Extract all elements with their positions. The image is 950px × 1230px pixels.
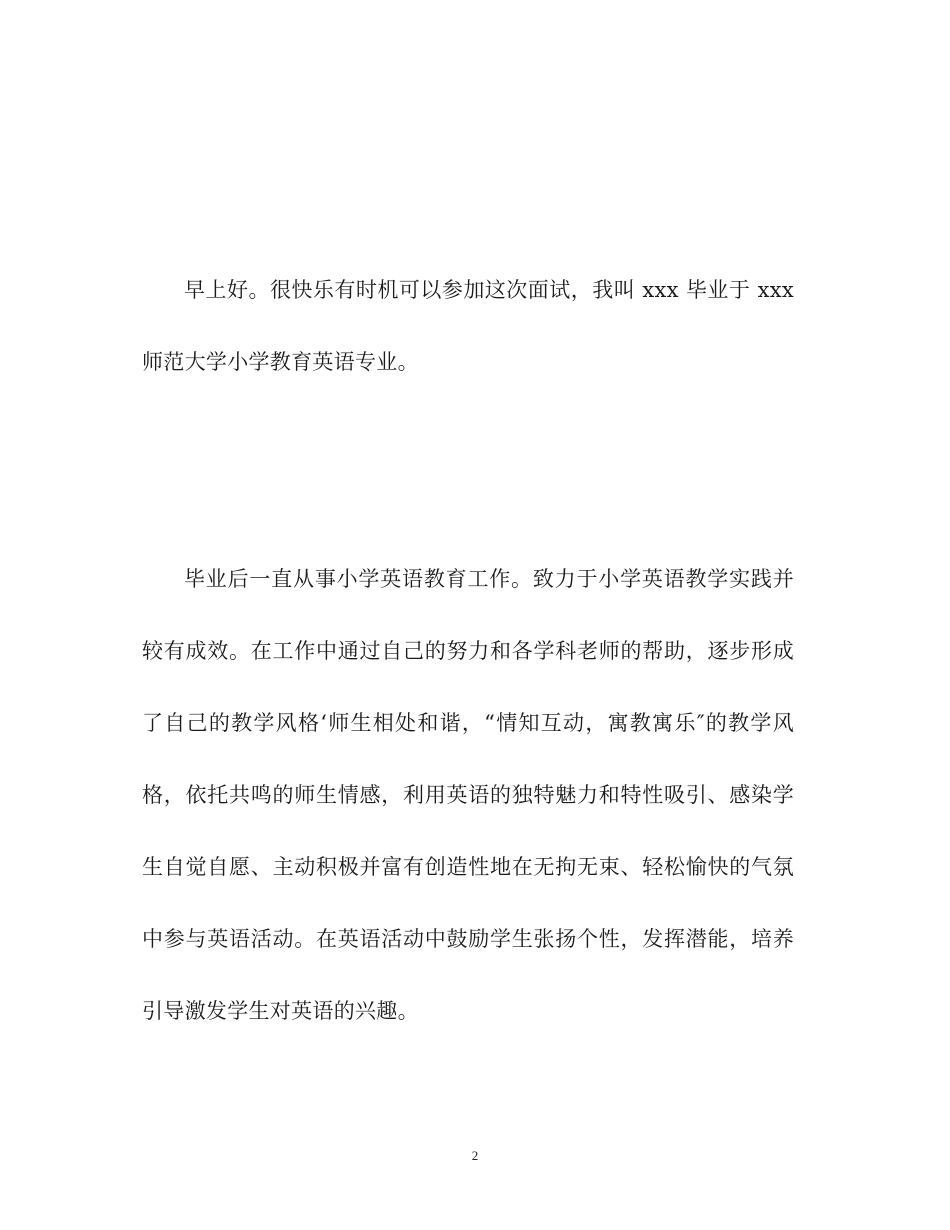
paragraph-teaching-experience: 毕业后一直从事小学英语教育工作。致力于小学英语教学实践并较有成效。在工作中通过自己的努力和各学科老师的帮助，逐步形成了自己的教学风格‘师生相处和谐，“情知互动，寓教寓乐″的教学风格，依托共鸣的师生情感，利用英语的独特魅力和特性吸引、感染学生自觉自愿、主动积极并富有创造性地在无拘无束、轻松愉快的气氛中参与英语活动。在英语活动中鼓励学生张扬个性，发挥潜能，培养引导激发学生对英语的兴趣。 xyxy=(142,567,794,1023)
paragraph-self-introduction: 早上好。很快乐有时机可以参加这次面试，我叫 xxx 毕业于 xxx 师范大学小学教育英语专业。 xyxy=(142,278,794,374)
page-number: 2 xyxy=(471,1148,479,1163)
